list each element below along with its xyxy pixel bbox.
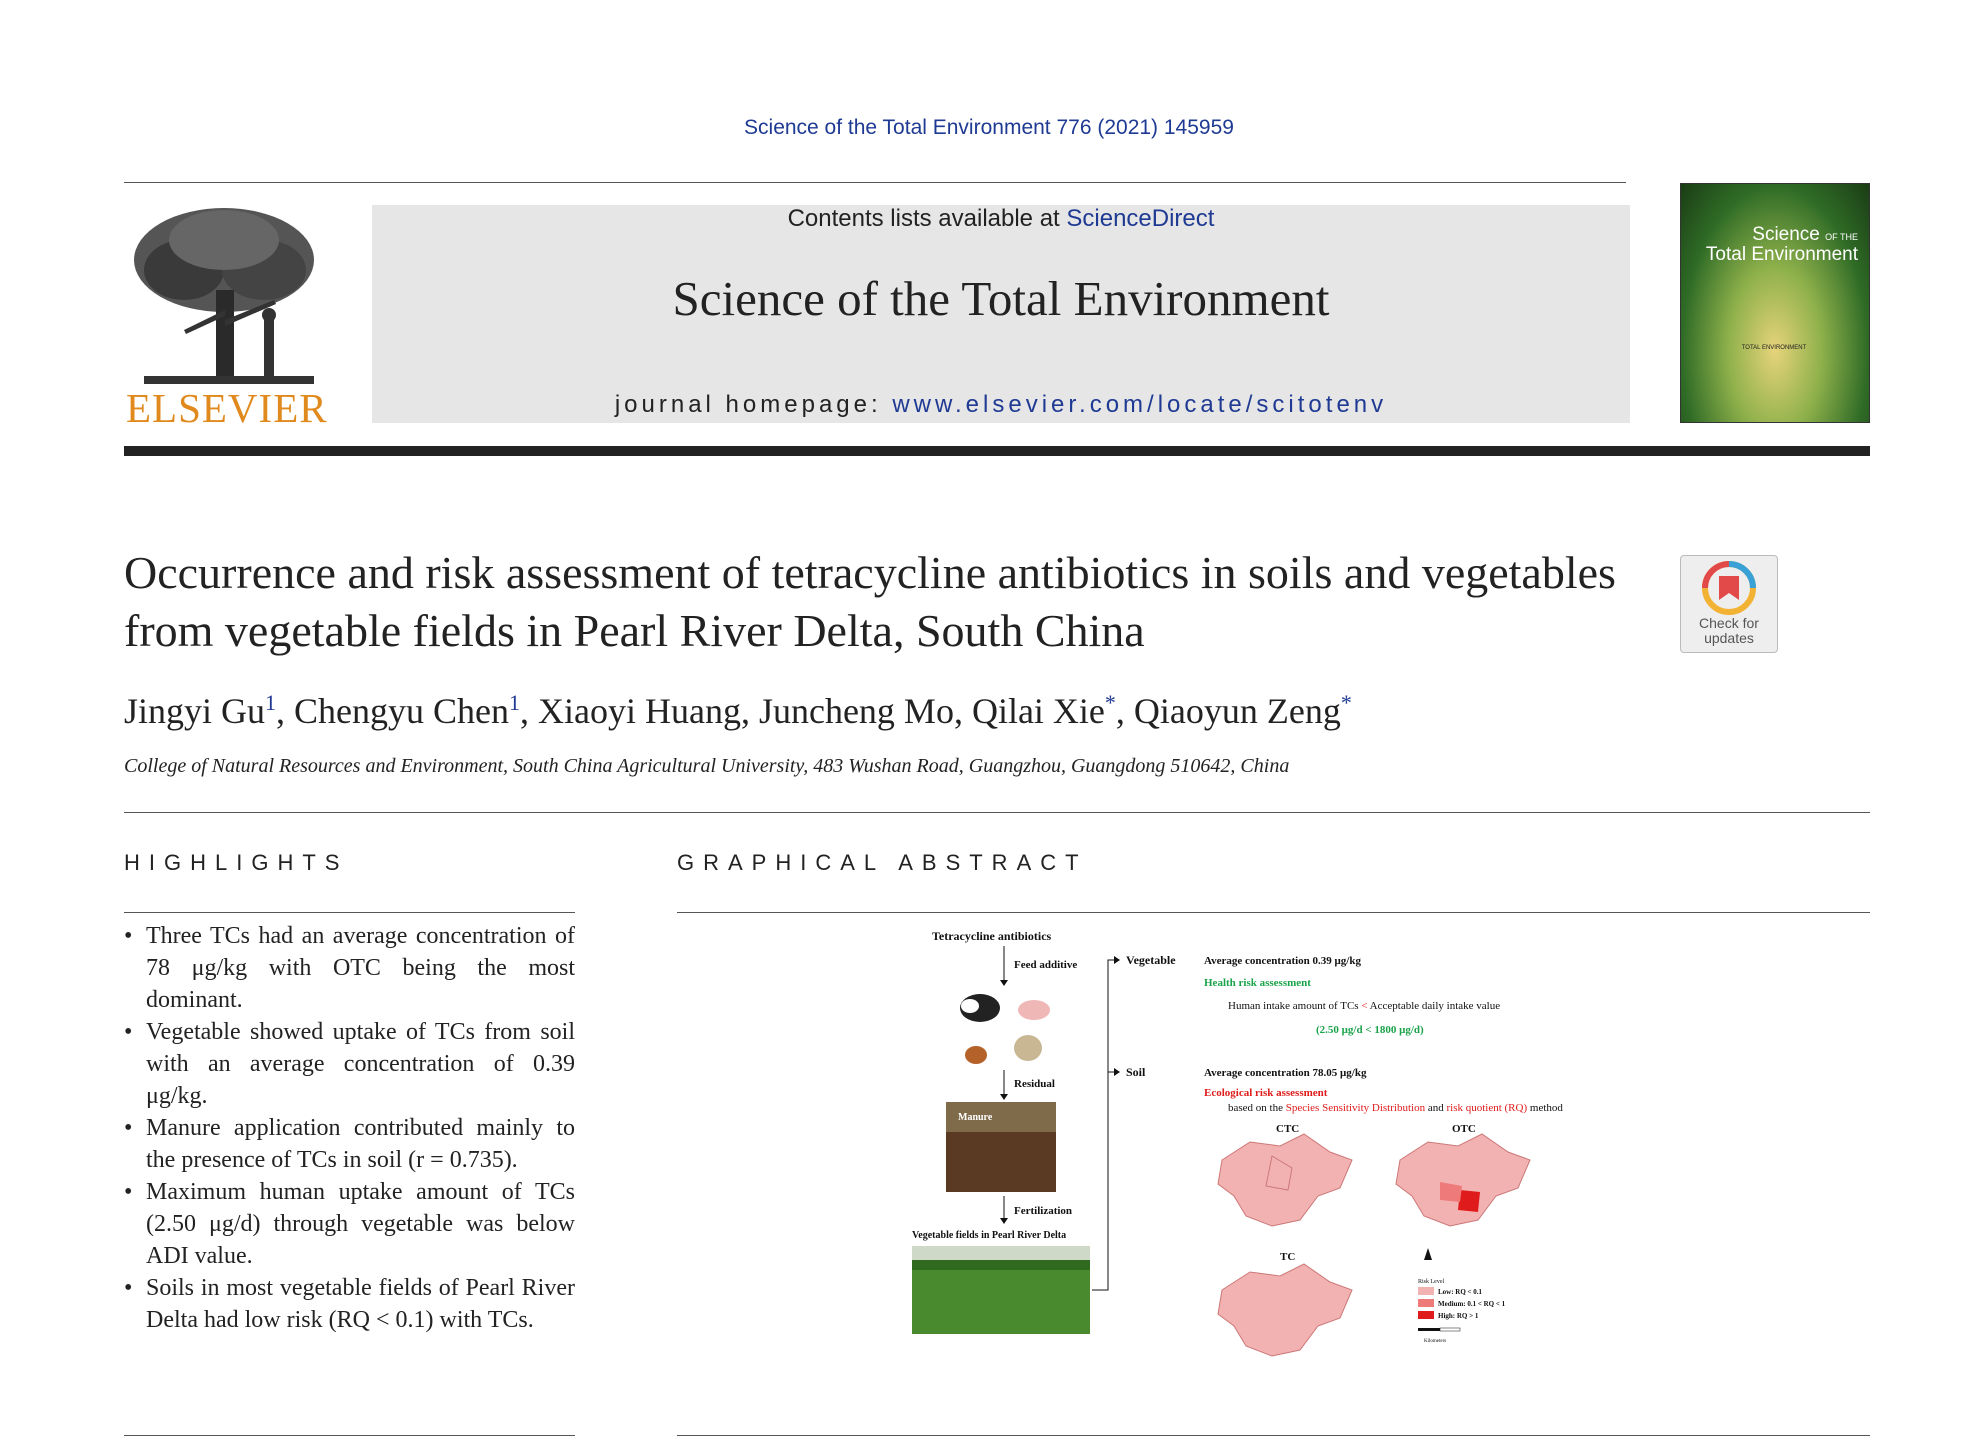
author-name[interactable]: Qiaoyun Zeng xyxy=(1133,691,1341,731)
elsevier-wordmark: ELSEVIER xyxy=(126,385,328,431)
article-title: Occurrence and risk assessment of tetracycline antibiotics in soils and vegetables from vegetable fields in Pearl River Delta, South China xyxy=(124,547,1616,656)
journal-title: Science of the Total Environment xyxy=(672,271,1330,326)
author-mark[interactable]: * xyxy=(1104,690,1116,715)
ga-health-label: Health risk assessment xyxy=(1204,977,1311,989)
ga-fertilization-label: Fertilization xyxy=(1014,1205,1073,1217)
check-for-updates-badge[interactable] xyxy=(1680,555,1778,653)
ga-residual-label: Residual xyxy=(1014,1078,1055,1090)
map-otc xyxy=(1396,1123,1530,1226)
map-tc-label: TC xyxy=(1280,1251,1296,1263)
svg-text:based on the Species Sensitivi xyxy=(1228,1102,1563,1114)
highlights-heading: HIGHLIGHTS xyxy=(124,850,349,875)
highlights-divider xyxy=(124,912,575,913)
legend-low: Low: RQ < 0.1 xyxy=(1438,1288,1483,1296)
highlight-item: • Vegetable showed uptake of TCs from soil with an average concentration of 0.39 μg/kg. xyxy=(124,1016,575,1112)
cover-title: Science OF THE Total Environment xyxy=(1705,224,1858,265)
legend-high: High: RQ > 1 xyxy=(1438,1312,1479,1320)
journal-cover[interactable] xyxy=(1680,183,1870,423)
ga-manure-label: Manure xyxy=(958,1112,993,1123)
svg-text:Human intake amount of TCs < A xyxy=(1228,1000,1500,1012)
livestock-illustration xyxy=(960,994,1050,1064)
graphical-abstract-heading: GRAPHICAL ABSTRACT xyxy=(677,850,1088,875)
highlights-list xyxy=(124,920,575,1336)
cover-center-label: TOTAL ENVIRONMENT xyxy=(1741,345,1807,351)
map-otc-label: OTC xyxy=(1452,1123,1476,1135)
author-mark[interactable]: * xyxy=(1340,690,1352,715)
author-name[interactable]: Jingyi Gu xyxy=(124,691,266,731)
ga-intake-lt: < xyxy=(1358,1000,1370,1012)
header-thick-divider xyxy=(124,446,1870,456)
graphical-abstract-divider xyxy=(677,912,1870,913)
ga-feed-additive-label: Feed additive xyxy=(1014,959,1078,971)
map-ctc xyxy=(1218,1123,1352,1226)
ga-veg-concentration: Average concentration 0.39 μg/kg xyxy=(1204,955,1361,967)
homepage-line xyxy=(372,391,1630,419)
author-name[interactable]: Chengyu Chen xyxy=(294,691,509,731)
highlights-bottom-divider xyxy=(124,1435,575,1436)
north-arrow-icon xyxy=(1424,1248,1432,1260)
ga-soil-label: Soil xyxy=(1126,1065,1146,1079)
homepage-link[interactable]: www.elsevier.com/locate/scitotenv xyxy=(892,391,1388,418)
ga-intake-values: (2.50 μg/d < 1800 μg/d) xyxy=(1316,1024,1424,1036)
contents-line xyxy=(372,205,1630,233)
ga-intake-b: Acceptable daily intake value xyxy=(1369,1000,1501,1012)
crossmark-text-1: Check for xyxy=(1699,615,1759,631)
graphical-abstract-bottom-divider xyxy=(677,1435,1870,1436)
contents-prefix: Contents lists available at xyxy=(787,205,1067,232)
ga-based-rq: risk quotient (RQ) xyxy=(1446,1102,1528,1114)
ga-eco-label: Ecological risk assessment xyxy=(1204,1087,1328,1099)
ga-tetracycline-label: Tetracycline antibiotics xyxy=(932,929,1052,943)
crossmark-text-2: updates xyxy=(1704,630,1754,646)
author-mark[interactable]: 1 xyxy=(265,690,277,715)
legend-title: Risk Level xyxy=(1418,1279,1445,1285)
legend-medium: Medium: 0.1 < RQ < 1 xyxy=(1438,1300,1506,1308)
highlight-item: • Soils in most vegetable fields of Pearl River Delta had low risk (RQ < 0.1) with TCs. xyxy=(124,1272,575,1336)
ga-based-ssd: Species Sensitivity Distribution xyxy=(1285,1102,1426,1114)
ga-intake-a: Human intake amount of TCs xyxy=(1228,1000,1359,1012)
author-mark[interactable]: 1 xyxy=(509,690,520,715)
sciencedirect-link[interactable]: ScienceDirect xyxy=(1066,205,1215,232)
map-ctc-label: CTC xyxy=(1276,1123,1300,1135)
ga-based-end: method xyxy=(1527,1102,1563,1114)
affiliation: College of Natural Resources and Environment, South China Agricultural University, 483 Wushan Road, Guangzhou, Guangdong 510642, China xyxy=(124,755,1290,777)
journal-citation[interactable]: Science of the Total Environment 776 (2021) 145959 xyxy=(744,116,1234,139)
author-name[interactable]: Qilai Xie xyxy=(971,691,1105,731)
legend-scale: Kilometers xyxy=(1424,1339,1447,1344)
author-name[interactable]: Xiaoyi Huang xyxy=(538,691,741,731)
section-divider xyxy=(124,812,1870,813)
highlight-item: • Maximum human uptake amount of TCs (2.50 μg/d) through vegetable was below ADI value. xyxy=(124,1176,575,1272)
author-name[interactable]: Juncheng Mo xyxy=(758,691,954,731)
map-legend xyxy=(1418,1248,1506,1344)
map-tc xyxy=(1218,1251,1352,1356)
graphical-abstract[interactable] xyxy=(900,920,1660,1370)
ga-fields-label: Vegetable fields in Pearl River Delta xyxy=(912,1230,1067,1241)
top-divider xyxy=(124,182,1626,183)
highlight-item: • Manure application contributed mainly to the presence of TCs in soil (r = 0.735). xyxy=(124,1112,575,1176)
ga-soil-concentration: Average concentration 78.05 μg/kg xyxy=(1204,1067,1367,1079)
ga-based-and: and xyxy=(1425,1102,1447,1114)
ga-vegetable-label: Vegetable xyxy=(1126,953,1176,967)
highlight-item: • Three TCs had an average concentration of 78 μg/kg with OTC being the most dominant. xyxy=(124,920,575,1016)
author-list: Jingyi Gu$^1$, Chengyu Chen$^1$, Xiaoyi Huang, Juncheng Mo, Qilai Xie*, Qiaoyun Zeng* xyxy=(124,690,1352,731)
ga-based-a: based on the xyxy=(1228,1102,1286,1114)
homepage-prefix: journal homepage: xyxy=(614,391,893,418)
